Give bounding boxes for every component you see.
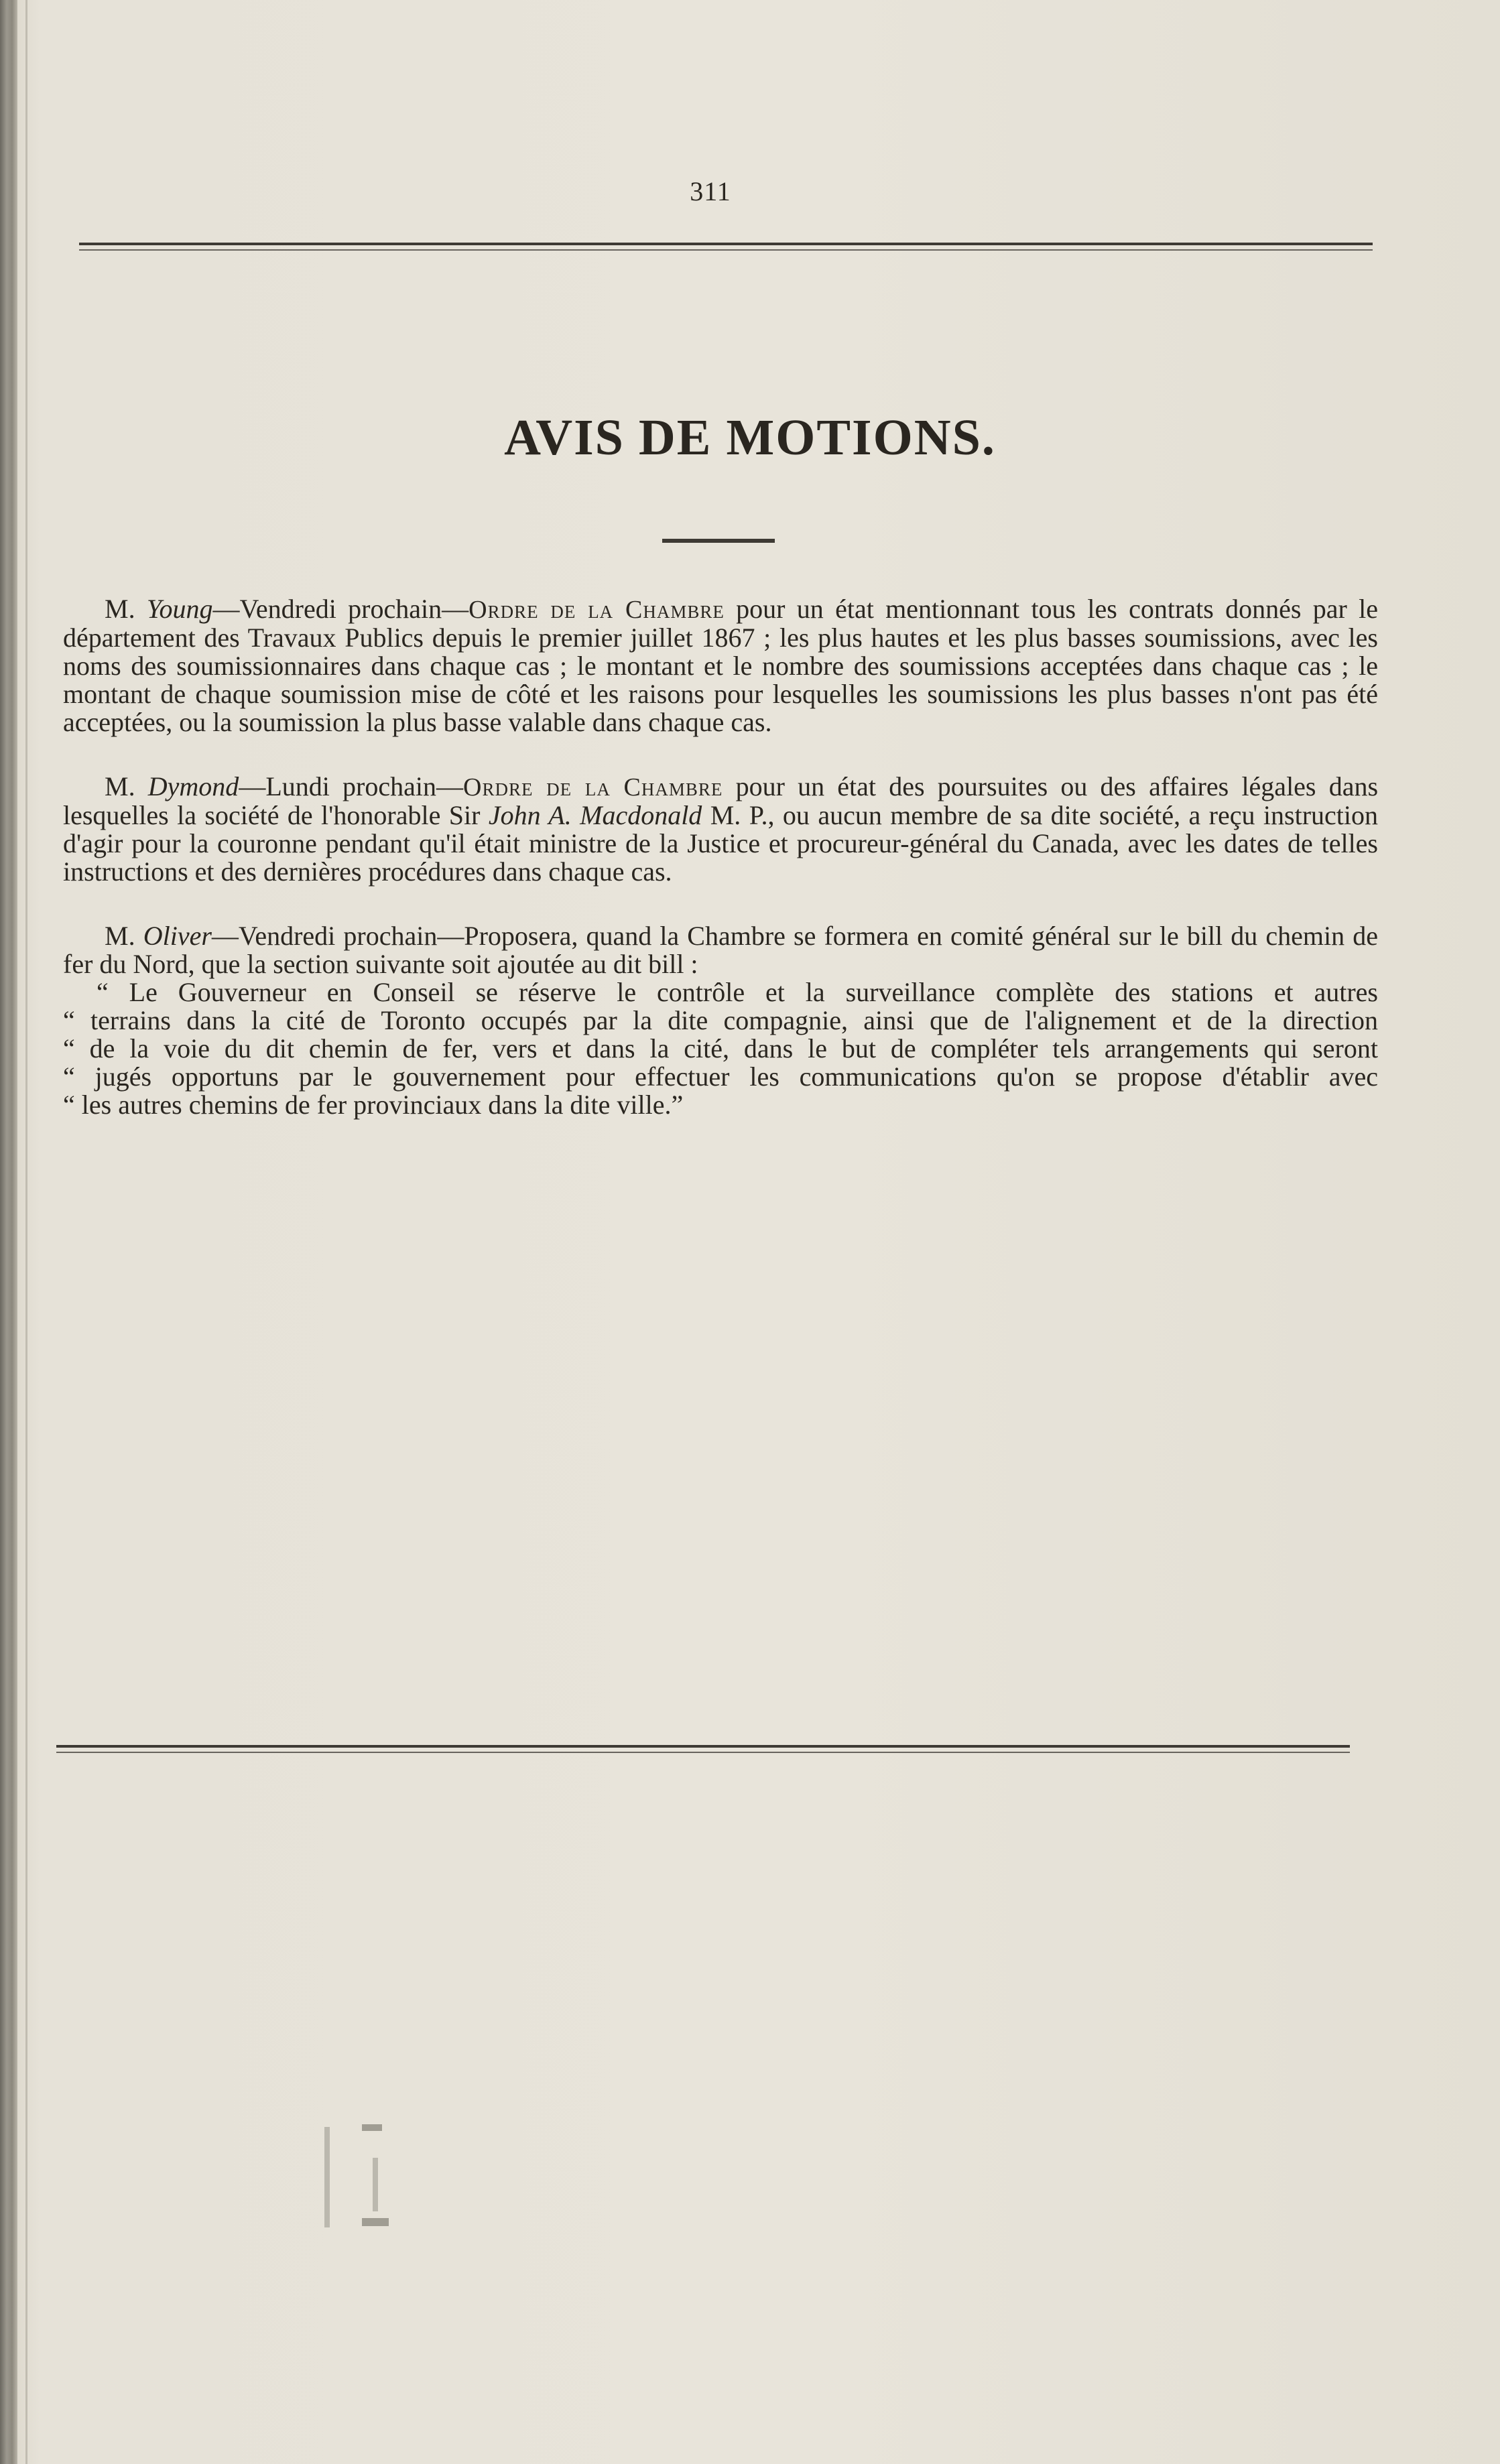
footer-rule-thin xyxy=(56,1752,1350,1753)
quote-line: “ terrains dans la cité de Toronto occupés par la dite compagnie, ainsi que de l'alignement et de la direction xyxy=(63,1005,1378,1035)
quote-line: “ les autres chemins de fer provinciaux dans la dite ville.” xyxy=(63,1090,684,1120)
quote-line: “ de la voie du dit chemin de fer, vers et dans la cité, dans le but de compléter tels arrangements qui seront xyxy=(63,1033,1378,1063)
motion-text-after: M. P., ou aucun membre de sa dite société, a reçu instruction d'agir pour la couronne pendant qu'il était ministre de la Justice et procureur-général du Canada, avec les dates de telles instructions et des dernières procédures dans chaque cas. xyxy=(63,800,1378,887)
footer-rule xyxy=(56,1745,1350,1748)
motion-honorific: M. xyxy=(105,594,135,624)
section-title: AVIS DE MOTIONS. xyxy=(504,409,996,466)
motion-young xyxy=(63,595,1378,736)
motion-text: Proposera, quand la Chambre se formera en comité général sur le bill du chemin de fer du Nord, que la section suivante soit ajoutée au dit bill : xyxy=(63,921,1379,979)
title-divider xyxy=(662,539,775,543)
motion-member-name: Dymond xyxy=(147,771,239,801)
motion-honorific: M. xyxy=(105,921,135,951)
proposed-section-quote xyxy=(63,978,1378,1119)
motions-body xyxy=(63,595,1378,1119)
motion-member-name: Oliver xyxy=(143,921,212,951)
motion-when: —Lundi prochain— xyxy=(239,771,463,801)
motion-person-name: John A. Macdonald xyxy=(488,800,702,830)
motion-text-before: pour un état des poursuites ou des affaires légales dans lesquelles la société de l'honorable Sir xyxy=(63,771,1379,830)
book-binding-edge xyxy=(0,0,17,2464)
paper-blemish xyxy=(322,2118,395,2238)
motion-text: pour un état mentionnant tous les contrats donnés par le département des Travaux Publics depuis le premier juillet 1867 ; les plus hautes et les plus basses soumissions, avec les noms des soumissionnaires dans chaque cas ; le montant et le nombre des soumissions acceptées dans chaque cas ; le montant de chaque soumission mise de côté et les raisons pour lesquelles les soumissions les plus basses n'ont pas été acceptées, ou la soumission la plus basse valable dans chaque cas. xyxy=(63,594,1378,737)
motion-oliver xyxy=(63,922,1378,978)
motion-honorific: M. xyxy=(105,771,135,801)
gutter-line xyxy=(25,0,27,2464)
quote-line: “ Le Gouverneur en Conseil se réserve le contrôle et la surveillance complète des stations et autres xyxy=(97,977,1378,1007)
header-rule xyxy=(79,243,1373,245)
motion-dymond xyxy=(63,773,1378,886)
motion-when: —Vendredi prochain— xyxy=(212,594,469,624)
motion-member-name: Young xyxy=(146,594,213,624)
quote-line: “ jugés opportuns par le gouvernement pour effectuer les communications qu'on se propose d'établir avec xyxy=(63,1061,1378,1092)
motion-order: Ordre de la Chambre xyxy=(463,773,723,801)
motion-order: Ordre de la Chambre xyxy=(468,596,725,624)
page-number: 311 xyxy=(690,176,731,206)
header-rule-thin xyxy=(79,249,1373,251)
motion-when: —Vendredi prochain— xyxy=(211,921,464,951)
